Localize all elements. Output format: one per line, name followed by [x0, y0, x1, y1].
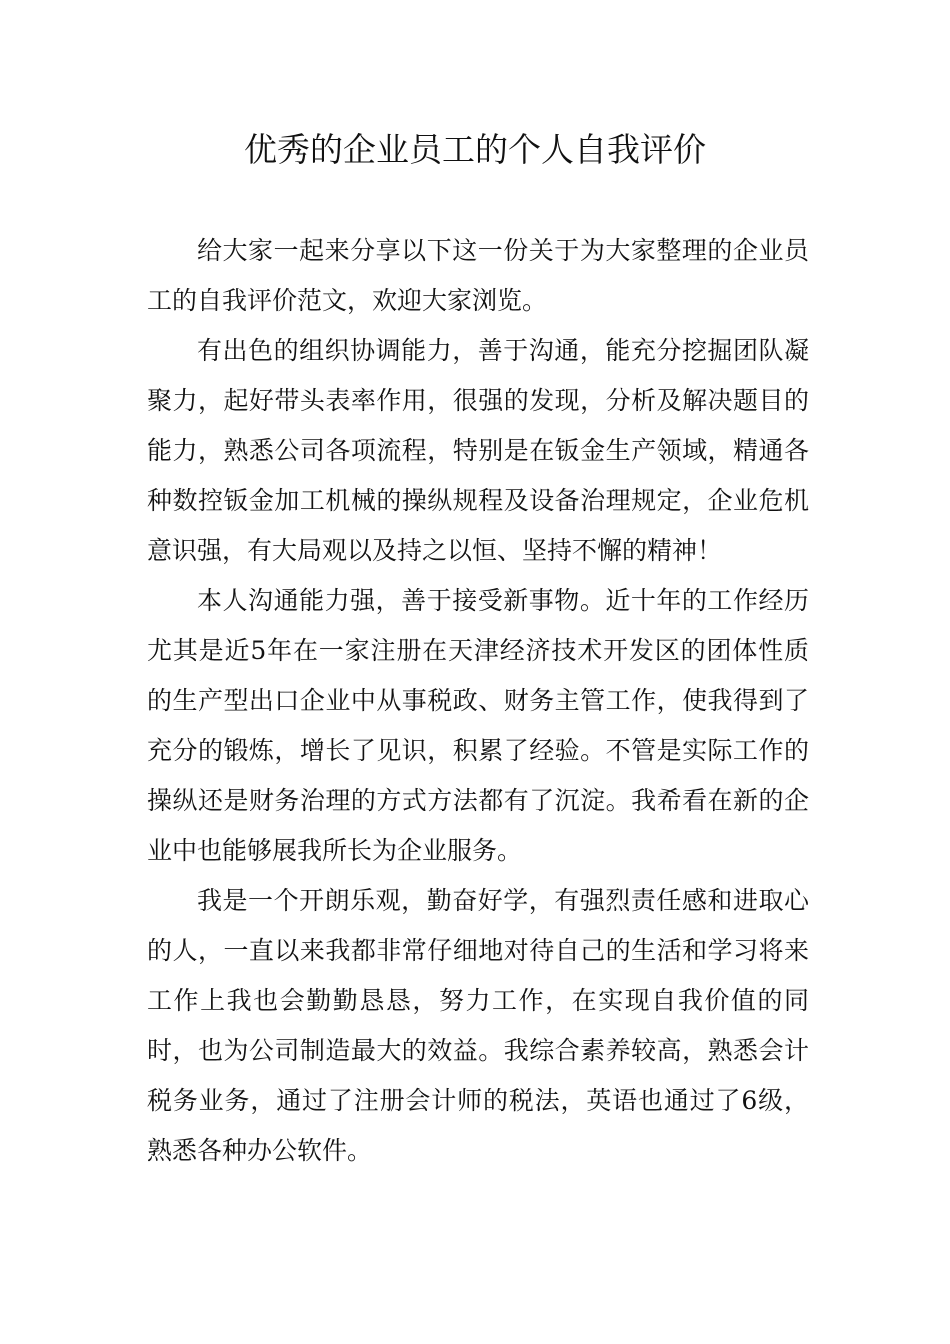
- paragraph-personality: 我是一个开朗乐观，勤奋好学，有强烈责任感和进取心的人，一直以来我都非常仔细地对待自己的生活和学习将来工作上我也会勤勤恳恳，努力工作，在实现自我价值的同时，也为公司制造最大的效益。我综合素养较高，熟悉会计税务业务，通过了注册会计师的税法，英语也通过了6级，熟悉各种办公软件。: [147, 886, 809, 1165]
- document-title: 优秀的企业员工的个人自我评价: [244, 130, 706, 169]
- paragraph-abilities: 有出色的组织协调能力，善于沟通，能充分挖掘团队凝聚力，起好带头表率作用，很强的发现，分析及解决题目的能力，熟悉公司各项流程，特别是在钣金生产领域，精通各种数控钣金加工机械的操纵规程及设备治理规定，企业危机意识强，有大局观以及持之以恒、坚持不懈的精神！: [147, 336, 809, 565]
- paragraph-intro: 给大家一起来分享以下这一份关于为大家整理的企业员工的自我评价范文，欢迎大家浏览。: [147, 236, 809, 315]
- paragraph-experience: 本人沟通能力强，善于接受新事物。近十年的工作经历尤其是近5年在一家注册在天津经济技术开发区的团体性质的生产型出口企业中从事税政、财务主管工作，使我得到了充分的锻炼，增长了见识，积累了经验。不管是实际工作的操纵还是财务治理的方式方法都有了沉淀。我希看在新的企业中也能够展我所长为企业服务。: [147, 586, 809, 865]
- document-body: [147, 226, 809, 1176]
